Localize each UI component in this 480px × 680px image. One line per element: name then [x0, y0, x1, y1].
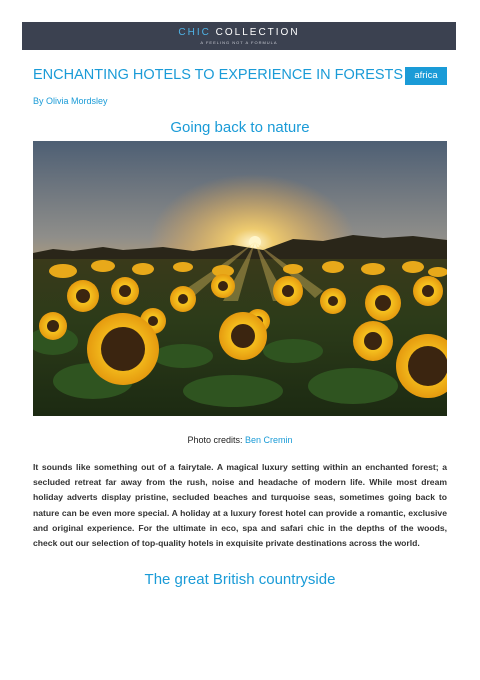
photo-credits: Photo credits: Ben Cremin: [187, 435, 293, 445]
article-body: It sounds like something out of a fairytale. A magical luxury setting within an enchanted forest; a secluded retreat far away from the rush, noise and headache of modern life. While most dream holiday adverts display pristine, secluded beaches and turquoise seas, sometimes going back to nature can be even more special. A holiday at a luxury forest hotel can provide a romantic, exclusive and original experience. For the ultimate in eco, spa and safari chic in the depths of the woods, check out our selection of top-quality hotels in exquisite private destinations across the world.: [33, 462, 447, 549]
photo-credits-link[interactable]: Ben Cremin: [245, 435, 293, 445]
sunflower-field-photo: [33, 141, 447, 416]
category-tag[interactable]: africa: [405, 67, 447, 85]
site-header: [22, 22, 456, 50]
section-heading: Going back to nature: [170, 119, 310, 136]
section-heading-2: The great British countryside: [144, 571, 336, 588]
author-byline[interactable]: By Olivia Mordsley: [33, 96, 108, 106]
article-title: ENCHANTING HOTELS TO EXPERIENCE IN FORESTS: [33, 67, 404, 83]
site-tagline: A FEELING NOT A FORMULA: [200, 40, 278, 45]
site-logo[interactable]: CHIC COLLECTION: [178, 27, 300, 38]
